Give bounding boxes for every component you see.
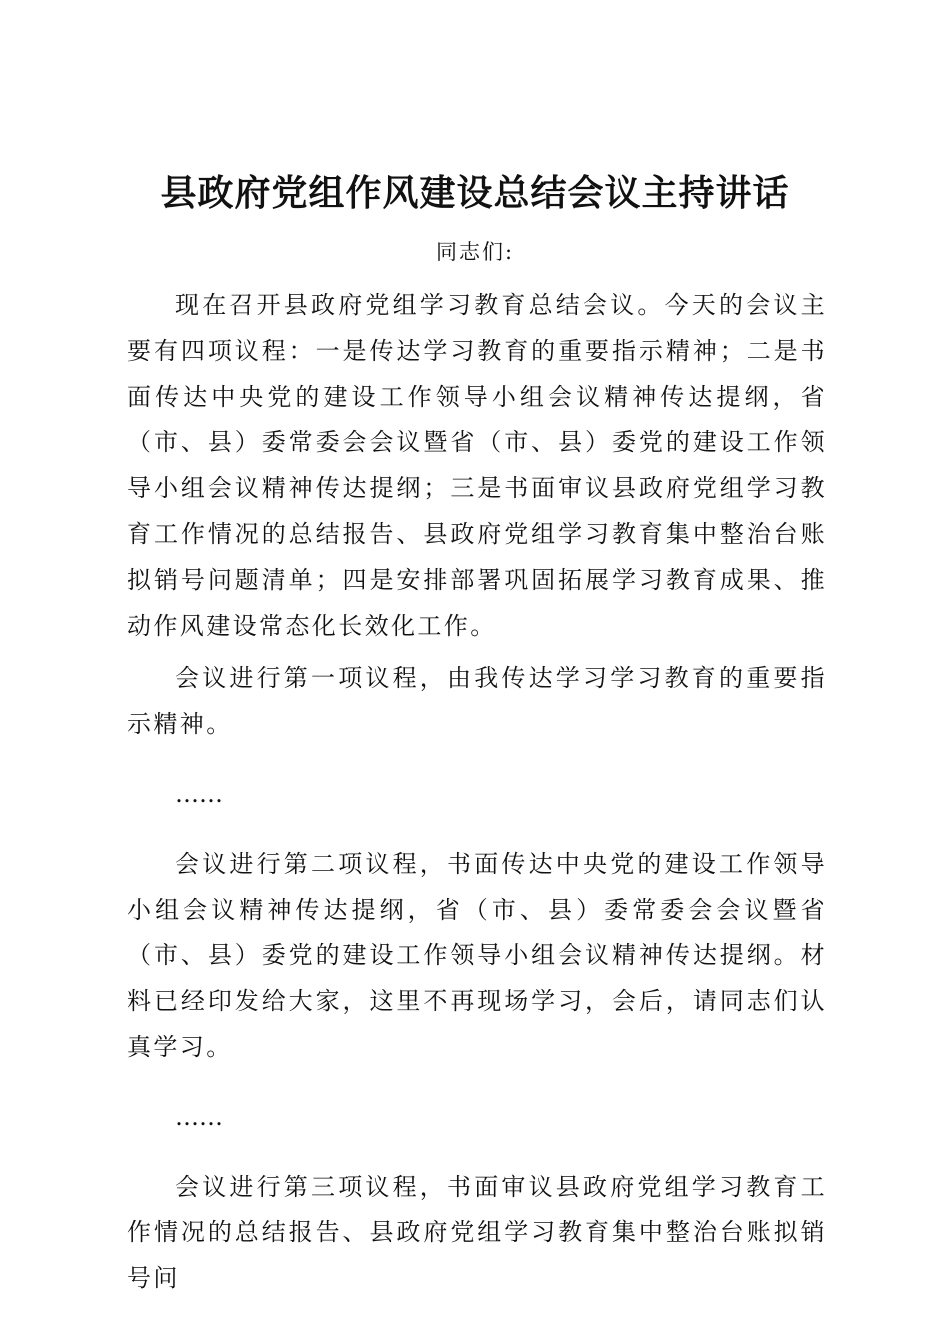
ellipsis-1: …… <box>175 779 223 808</box>
document-title: 县政府党组作风建设总结会议主持讲话 <box>160 172 790 214</box>
paragraph-agenda-three: 会议进行第三项议程，书面审议县政府党组学习教育工作情况的总结报告、县政府党组学习教育集中整治台账拟销号问 <box>127 1172 827 1293</box>
ellipsis-2: …… <box>175 1102 223 1131</box>
paragraph-agenda-two: 会议进行第二项议程，书面传达中央党的建设工作领导小组会议精神传达提纲，省（市、县）委常委会会议暨省（市、县）委党的建设工作领导小组会议精神传达提纲。材料已经印发给大家，这里不再现场学习，会后，请同志们认真学习。 <box>127 849 827 1061</box>
paragraph-agenda-one: 会议进行第一项议程，由我传达学习学习教育的重要指示精神。 <box>127 664 827 739</box>
paragraph-opening: 现在召开县政府党组学习教育总结会议。今天的会议主要有四项议程：一是传达学习教育的重要指示精神；二是书面传达中央党的建设工作领导小组会议精神传达提纲，省（市、县）委常委会会议暨省（市、县）委党的建设工作领导小组会议精神传达提纲；三是书面审议县政府党组学习教育工作情况的总结报告、县政府党组学习教育集中整治台账拟销号问题清单；四是安排部署巩固拓展学习教育成果、推动作风建设常态化长效化工作。 <box>127 291 827 640</box>
salutation: 同志们: <box>435 240 515 264</box>
document-body <box>127 283 827 1302</box>
